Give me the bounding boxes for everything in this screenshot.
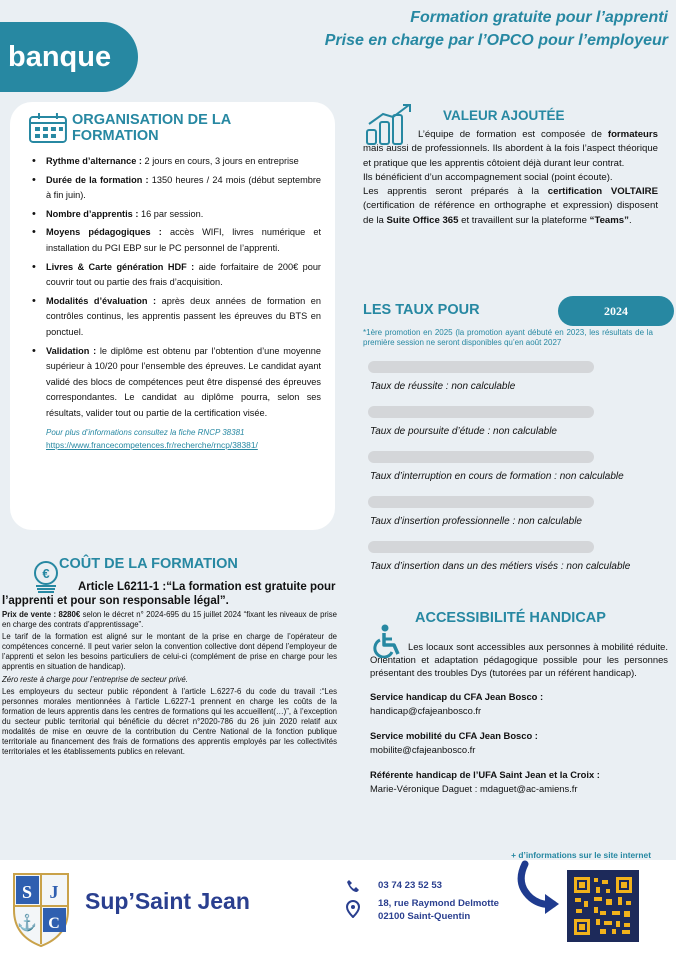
contact-value[interactable]: mobilite@cfajeanbosco.fr	[370, 744, 476, 756]
rate-row	[363, 541, 663, 586]
taux-title: LES TAUX POUR	[363, 302, 480, 318]
text: (certification de référence en orthographe et expression) disposent de la	[363, 200, 658, 226]
item-label: Moyens pédagogiques :	[46, 227, 162, 238]
svg-text:⚓: ⚓	[17, 915, 37, 932]
text: mais aussi de professionnels. Ils abordent à la fois l’aspect théorique et pratique que les apprentis côtoient déjà durant leur contrat.	[363, 143, 658, 169]
text-bold: formateurs	[607, 129, 658, 140]
item-text: le diplôme est obtenu par l’obtention d’une moyenne supérieur à 10/20 pour l’ensemble des épreuves. Le candidat ayant validé des blocs de compétences peut être dispensé des épreuves correspondantes. Le candidat au diplôme pourra, selon ses résultats, valider tout ou partie de la certification visée.	[46, 345, 321, 418]
rate-label: Taux d’insertion professionnelle : non calculable	[370, 515, 582, 527]
qr-code-pattern	[572, 875, 634, 937]
item-label: Rythme d’alternance :	[46, 156, 142, 166]
organisation-title: ORGANISATION DE LA FORMATION	[71, 112, 231, 144]
text-bold: certification VOLTAIRE	[547, 186, 658, 198]
top-title	[325, 6, 668, 52]
item-label: Modalités d’évaluation :	[46, 295, 157, 306]
item-text: 1350 heures / 24 mois (début septembre à fin juin).	[46, 174, 321, 201]
valeur-paragraph-2: Ils bénéficient d’un accompagnement social (point écoute).	[363, 171, 613, 183]
list-item	[28, 260, 321, 291]
valeur-paragraph-3	[363, 185, 658, 228]
text: L’équipe de formation est composée de	[418, 129, 608, 140]
rate-row	[363, 361, 663, 406]
list-item	[28, 225, 321, 256]
curved-arrow-icon	[505, 860, 565, 920]
rate-bar	[368, 496, 594, 508]
contact-label: Référente handicap de l’UFA Saint Jean et la Croix :	[370, 769, 600, 781]
cout-public-paragraph: Les employeurs du secteur public répondent à l’article L.6227-6 du code du travail :“Les personnes morales mentionnées à l’article L.6227-1 prennent en charge les coûts de la formation de leurs apprentis dans les centres de formations qui les accueillent(…)”, à l’exception du secteur public territorial qui bénéficie du décret n°2020-786 du 26 juin 2020 relatif aux modalités de mise en œuvre de la contribution du Centre National de la fonction publique territoriale au financement des frais de formations des apprentis employés par les collectivités territoriales et les établissements publics en relevant.	[2, 686, 337, 757]
school-crest-logo	[10, 870, 72, 948]
brand-name: Sup’Saint Jean	[85, 888, 250, 914]
rate-row	[363, 451, 663, 496]
address-line-1: 18, rue Raymond Delmotte	[378, 898, 500, 909]
cout-private-note: Zéro reste à charge pour l’entreprise de secteur privé.	[2, 674, 188, 684]
text: et travaillent sur la plateforme	[458, 214, 590, 226]
calendar-icon	[28, 112, 68, 144]
text-bold: “Teams”	[589, 214, 629, 226]
qr-code[interactable]	[567, 870, 639, 942]
euro-coins-icon	[32, 560, 60, 594]
organisation-list	[28, 154, 321, 422]
phone-number[interactable]: 03 74 23 52 53	[378, 880, 443, 891]
category-tag: banque	[0, 22, 138, 92]
cout-section	[2, 556, 337, 757]
text-bold: Suite Office 365	[386, 214, 459, 226]
organisation-card	[10, 102, 335, 530]
rate-row	[363, 406, 663, 451]
cout-title: COÛT DE LA FORMATION	[59, 556, 238, 572]
wheelchair-icon	[372, 624, 406, 658]
rate-row	[363, 496, 663, 541]
text: Les apprentis seront préparés à la	[363, 186, 548, 198]
item-label: Validation :	[46, 345, 97, 356]
top-title-line2: Prise en charge par l’OPCO pour l’employeur	[324, 32, 668, 49]
prix-label: Prix de vente : 8280€	[2, 610, 81, 619]
list-item	[28, 294, 321, 341]
handicap-section	[370, 610, 668, 794]
item-label: Durée de la formation :	[46, 174, 149, 185]
svg-text:J: J	[49, 882, 59, 902]
svg-text:S: S	[21, 882, 33, 902]
more-info-text: + d’informations sur le site internet	[511, 850, 651, 860]
rate-label: Taux de poursuite d’étude : non calculable	[370, 425, 557, 437]
svg-text:C: C	[48, 915, 60, 932]
contact-value[interactable]: handicap@cfajeanbosco.fr	[370, 705, 482, 717]
address-line-2: 02100 Saint-Quentin	[378, 911, 471, 922]
year-badge: 2024	[558, 296, 674, 326]
rate-label: Taux de réussite : non calculable	[370, 380, 516, 392]
handicap-title: ACCESSIBILITÉ HANDICAP	[415, 610, 606, 626]
rate-bar	[368, 541, 594, 553]
cout-paragraph: Le tarif de la formation est aligné sur le montant de la prise en charge de l’opérateur de compétences concerné. Il peut varier selon la convention collective dont dépend l’employeur de l’apprenti et selon les besoins particuliers de celui-ci (complément de prise en charge pour les apprentis en situation de handicap).	[2, 632, 337, 672]
article-text: Article L6211-1 :“La formation est gratuite pour l’apprenti et pour son responsable légal”.	[2, 581, 336, 607]
valeur-title: VALEUR AJOUTÉE	[443, 108, 565, 123]
item-label: Nombre d’apprentis :	[46, 208, 139, 219]
rate-label: Taux d’insertion dans un des métiers visés : non calculable	[370, 560, 631, 572]
rncp-note: Pour plus d’informations consultez la fiche RNCP 38381	[46, 427, 245, 437]
rate-bar	[368, 451, 594, 463]
top-title-line1: Formation gratuite pour l’apprenti	[410, 9, 668, 26]
item-text: accès WIFI, livres numérique et installation du PGI EBP sur le PC personnel de l’apprenti.	[46, 227, 321, 253]
prix-detail: selon le décret n° 2024-695 du 15 juillet 2024 “fixant les niveaux de prise en charge des contrats d’apprentissage”.	[2, 610, 337, 630]
taux-footnote: *1ère promotion en 2025 (la promotion ayant débuté en 2023, les résultats de la première session ne seront disponibles qu’en août 2027	[363, 328, 653, 348]
list-item	[28, 154, 321, 170]
list-item	[28, 207, 321, 223]
growth-chart-icon	[365, 102, 415, 146]
rate-bar	[368, 406, 594, 418]
prix-text	[2, 610, 337, 630]
text: .	[628, 214, 632, 226]
valeur-section	[363, 100, 658, 228]
list-item	[28, 344, 321, 422]
list-item	[28, 173, 321, 204]
location-pin-icon	[346, 900, 360, 918]
item-text: 16 par session.	[138, 208, 204, 219]
contact-label: Service mobilité du CFA Jean Bosco :	[370, 730, 538, 742]
handicap-text: Les locaux sont accessibles aux personnes à mobilité réduite. Orientation et adaptation pédagogique possible pour les personnes présentant des troubles Dys (tutorées par un référent handicap).	[370, 641, 668, 678]
item-label: Livres & Carte génération HDF :	[46, 261, 195, 272]
contact-value[interactable]: Marie-Véronique Daguet : mdaguet@ac-amiens.fr	[370, 783, 578, 795]
svg-text:€: €	[42, 566, 50, 581]
item-text: aide forfaitaire de 200€ pour couvrir tout ou partie des frais d’acquisition.	[46, 261, 321, 288]
item-text: 2 jours en cours, 3 jours en entreprise	[141, 156, 299, 166]
taux-section	[363, 296, 663, 586]
rncp-link[interactable]: https://www.francecompetences.fr/recherche/rncp/38381/	[46, 439, 258, 450]
rate-bar	[368, 361, 594, 373]
phone-icon	[346, 879, 360, 893]
item-text: après deux années de formation en contrôles continus, les apprentis passent les épreuves du BTS en ponctuel.	[46, 295, 321, 337]
contact-label: Service handicap du CFA Jean Bosco :	[370, 691, 544, 703]
rate-label: Taux d’interruption en cours de formation : non calculable	[370, 470, 624, 482]
